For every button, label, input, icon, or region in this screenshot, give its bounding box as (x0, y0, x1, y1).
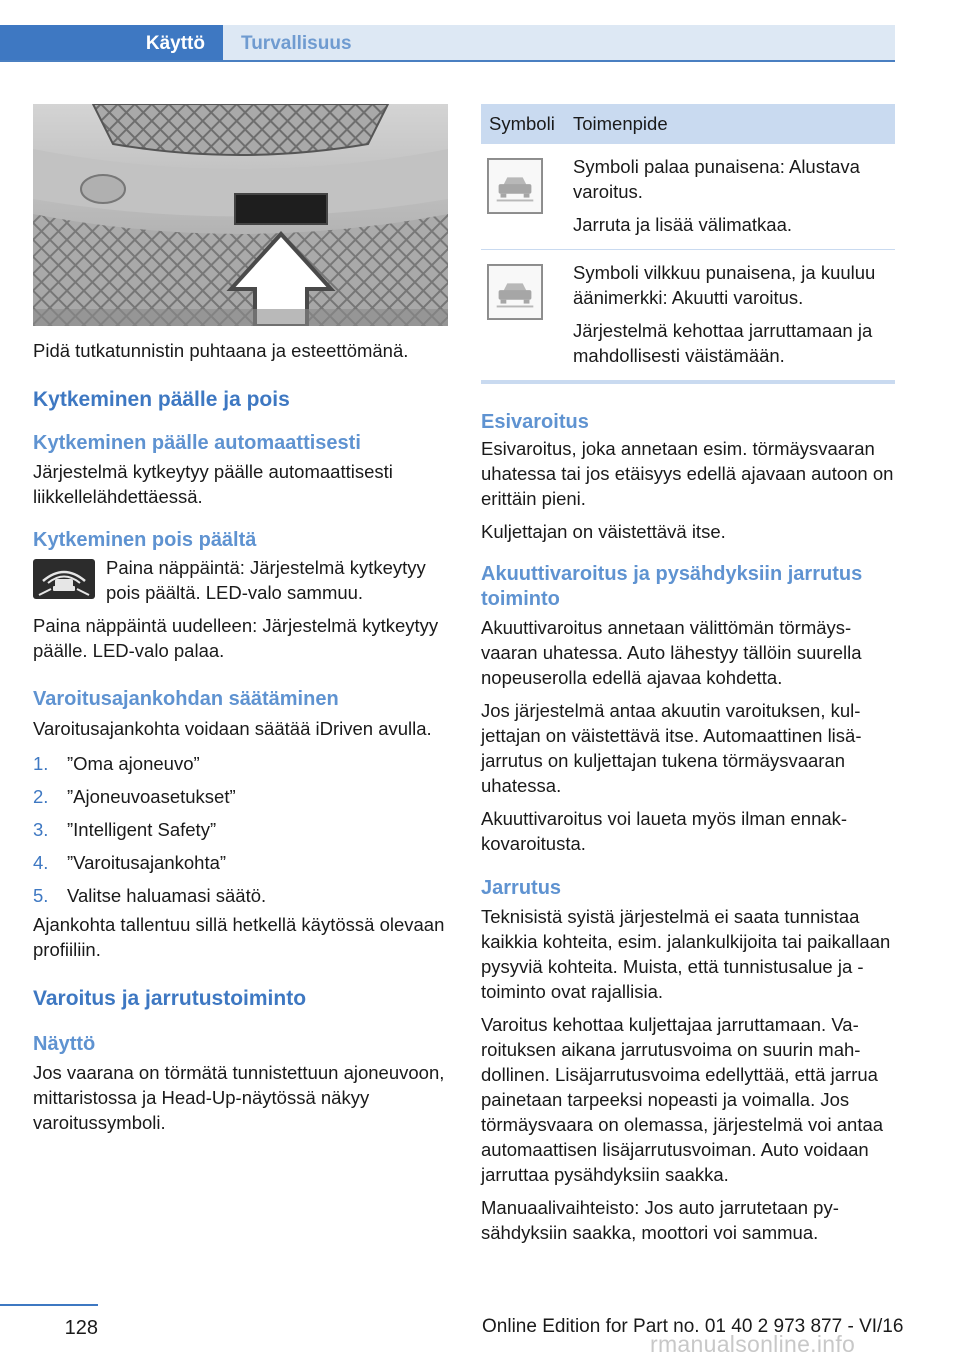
header-divider (0, 60, 895, 62)
heading-warning-braking: Varoitus ja jarrutustoiminto (33, 987, 307, 1010)
radar-sensor-photo (33, 104, 448, 326)
heading-switch: Kytkeminen päälle ja pois (33, 388, 290, 411)
heading-acute-warning: Akuuttivaroitus ja pysähdyksiin jarrutus toiminto (481, 563, 863, 610)
action-cell (573, 260, 895, 368)
car-warning-symbol-icon (487, 158, 543, 214)
step-text: Valitse haluamasi säätö. (67, 885, 267, 906)
symbol-table (481, 104, 895, 384)
step-text: ”Varoitusajankohta” (67, 852, 227, 873)
paragraph-braking-3: Manuaalivaihteisto: Jos auto jarrutetaan pysähdyksiin saakka, moottori voi sammua. (481, 1197, 839, 1243)
step-number: 4. (33, 852, 49, 873)
column-header-action: Toimenpide (573, 113, 668, 134)
paragraph-auto-on: Järjestelmä kytkeytyy päälle automaattisesti liikkellelähdettäessä. (33, 461, 393, 507)
paragraph-braking-2: Varoitus kehottaa kuljettajaa jarruttamaan. Varoituksen aikana jarrutusvoima on suurin mahdollinen. Lisäjarrutusvoima edellyttää, että jarrua painetaan tarpeeksi nopeasti ja voimalla. Jos törmäysvaara on olemassa, järjestelmä voi antaa automaattisen lisäjarrutusvoiman. Auto voidaan jarruttaa pysähdyksiin saakka. (481, 1014, 884, 1185)
paragraph-pre-warning-1: Esivaroitus, joka annetaan esim. törmäysvaaran uhatessa tai jos etäisyys edellä ajavaan autoon on erittäin pieni. (481, 438, 894, 509)
step-number: 2. (33, 786, 49, 807)
list-item (33, 751, 448, 776)
paragraph-switch-off: Paina näppäintä: Järjestelmä kytkeytyy pois päältä. LED-valo sammuu. (106, 557, 426, 603)
tab-kaytto[interactable]: Käyttö (0, 25, 223, 62)
paragraph-timing: Varoitusajankohta voidaan säätää iDriven avulla. (33, 718, 432, 739)
step-number: 1. (33, 753, 49, 774)
button-instruction (33, 555, 448, 605)
step-number: 3. (33, 819, 49, 840)
paragraph-pre-warning-2: Kuljettajan on väistettävä itse. (481, 521, 726, 542)
car-warning-symbol-icon (487, 264, 543, 320)
action-text: Symboli palaa punaisena: Alustava varoitus. (573, 156, 860, 202)
paragraph-acute-1: Akuuttivaroitus annetaan välittömän törmäysvaaran uhatessa. Auto lähestyy tällöin suurella nopeuserolla edellä ajavaa kohdetta. (481, 617, 862, 688)
step-text: ”Oma ajoneuvo” (67, 753, 200, 774)
paragraph-acute-3: Akuuttivaroitus voi laueta myös ilman ennakkovaroitusta. (481, 808, 848, 854)
header-bar (0, 0, 895, 62)
tab-turvallisuus[interactable]: Turvallisuus (223, 25, 895, 62)
figure-caption: Pidä tutkatunnistin puhtaana ja esteettömänä. (33, 340, 409, 361)
heading-display: Näyttö (33, 1033, 96, 1055)
steps-list (33, 751, 448, 908)
step-text: ”Intelligent Safety” (67, 819, 217, 840)
step-number: 5. (33, 885, 49, 906)
heading-auto-on: Kytkeminen päälle automaattisesti (33, 432, 361, 454)
action-text: Symboli vilkkuu punaisena, ja kuuluu äänimerkki: Akuutti varoitus. (573, 262, 876, 308)
collision-warning-button-icon (33, 559, 95, 599)
heading-braking: Jarrutus (481, 877, 562, 899)
heading-timing: Varoitusajankohdan säätäminen (33, 688, 339, 710)
footer-rule (0, 1304, 98, 1306)
page-number: 128 (64, 1317, 98, 1339)
table-row (481, 250, 895, 380)
right-column (481, 104, 895, 1245)
action-cell (573, 154, 895, 237)
action-text: Jarruta ja lisää välimatkaa. (573, 214, 793, 235)
list-item (33, 850, 448, 875)
table-row (481, 144, 895, 249)
radar-sensor-illustration (33, 104, 448, 326)
action-text: Järjestelmä kehottaa jarruttamaan ja mahdollisesti väistämään. (573, 320, 873, 366)
table-bottom-rule (481, 380, 895, 384)
paragraph-acute-2: Jos järjestelmä antaa akuutin varoituksen, kuljettajan on väistettävä itse. Automaattinen lisäjarrutus on kuljettajan tukena törmäysvaaran uhatessa. (481, 700, 862, 796)
heading-pre-warning: Esivaroitus (481, 411, 589, 433)
paragraph-profile: Ajankohta tallentuu sillä hetkellä käytössä olevaan profiiliin. (33, 914, 445, 960)
paragraph-braking-1: Teknisistä syistä järjestelmä ei saata tunnistaa kaikkia kohteita, esim. jalankulkijoita tai paikallaan pysyviä kohteita. Muista, että tunnistusalue ja -toiminto ovat rajallisia. (481, 906, 891, 1002)
paragraph-display: Jos vaarana on törmätä tunnistettuun ajoneuvoon, mittaristossa ja Head-Up-näytössä näkyy varoitussymboli. (33, 1062, 445, 1133)
edition-text: Online Edition for Part no. 01 40 2 973 877 - VI/16 (482, 1316, 904, 1337)
step-text: ”Ajoneuvoasetukset” (67, 786, 236, 807)
column-header-symbol: Symboli (489, 113, 555, 134)
list-item (33, 784, 448, 809)
paragraph-switch-on-again: Paina näppäintä uudelleen: Järjestelmä kytkeytyy päälle. LED-valo palaa. (33, 615, 439, 661)
list-item (33, 883, 448, 908)
list-item (33, 817, 448, 842)
heading-switch-off: Kytkeminen pois päältä (33, 529, 257, 551)
watermark: rmanualsonline.info (650, 1331, 856, 1357)
symbol-cell (481, 260, 573, 368)
table-header (481, 104, 895, 144)
left-column (33, 104, 448, 1135)
symbol-cell (481, 154, 573, 237)
